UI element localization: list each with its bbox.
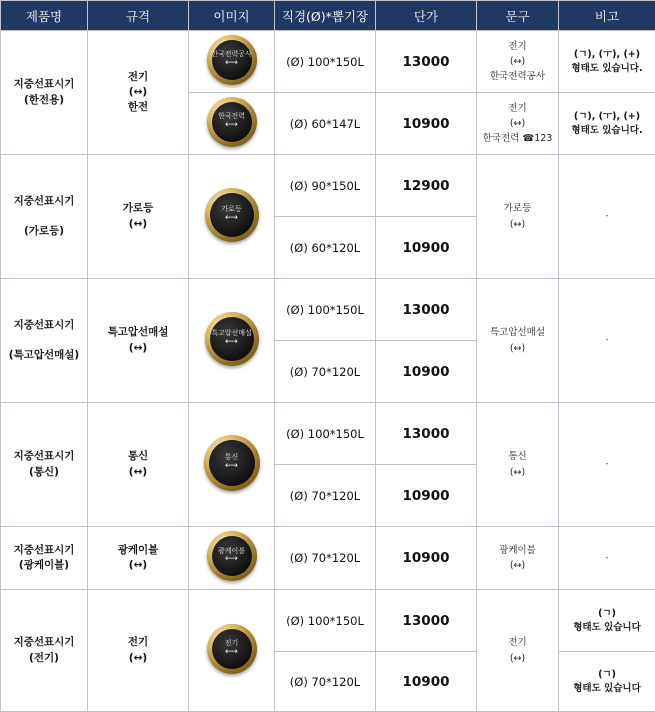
header-note: 비고 [559, 1, 655, 31]
marker-image [205, 188, 259, 242]
marker-text: 전기 [225, 640, 239, 648]
arrow-icon: ⟷ [225, 462, 238, 471]
price-cell: 10900 [376, 465, 477, 527]
phrase-cell: 전기 (↔) 한국전력공사 [477, 31, 559, 93]
dimension-cell: (Ø) 100*150L [275, 403, 376, 465]
arrow-icon: ⟷ [225, 338, 238, 347]
product-name-cell: 지중선표시기 (통신) [1, 403, 88, 527]
price-cell: 10900 [376, 527, 477, 590]
price-cell: 10900 [376, 341, 477, 403]
dimension-cell: (Ø) 70*120L [275, 527, 376, 590]
header-phrase: 문구 [477, 1, 559, 31]
price-cell: 12900 [376, 155, 477, 217]
dimension-cell: (Ø) 100*150L [275, 31, 376, 93]
table-row [1, 403, 655, 465]
product-name-cell: 지중선표시기 (가로등) [1, 155, 88, 279]
header-row [1, 1, 655, 31]
marker-text: 광케이블 [218, 548, 245, 556]
note-cell: (ㄱ) 형태도 있습니다 [559, 590, 655, 652]
arrow-icon: ⟷ [225, 59, 238, 68]
marker-image [207, 97, 257, 147]
price-cell: 10900 [376, 217, 477, 279]
header-image: 이미지 [189, 1, 275, 31]
table-row [1, 155, 655, 217]
dimension-cell: (Ø) 100*150L [275, 590, 376, 652]
dimension-cell: (Ø) 100*150L [275, 279, 376, 341]
spec-cell: 특고압선매설 (↔) [88, 279, 189, 403]
arrow-icon: ⟷ [225, 121, 238, 130]
marker-text: 한국전력공사 [211, 51, 252, 59]
dimension-cell: (Ø) 60*147L [275, 93, 376, 155]
product-image-cell [189, 279, 275, 403]
arrow-icon: ⟷ [225, 214, 238, 223]
phrase-cell: 특고압선매설 (↔) [477, 279, 559, 403]
dimension-cell: (Ø) 70*120L [275, 341, 376, 403]
header-spec: 규격 [88, 1, 189, 31]
marker-image [204, 435, 260, 491]
spec-cell: 전기 (↔) [88, 590, 189, 712]
spec-cell: 광케이블 (↔) [88, 527, 189, 590]
header-price: 단가 [376, 1, 477, 31]
header-product-name: 제품명 [1, 1, 88, 31]
product-image-cell [189, 590, 275, 712]
product-name-cell: 지중선표시기 (전기) [1, 590, 88, 712]
note-cell: (ㄱ), (ㅜ), (+) 형태도 있습니다. [559, 93, 655, 155]
price-cell: 13000 [376, 403, 477, 465]
phrase-cell: 광케이블 (↔) [477, 527, 559, 590]
price-cell: 13000 [376, 31, 477, 93]
marker-image [207, 35, 257, 85]
spec-cell: 전기 (↔) 한전 [88, 31, 189, 155]
price-cell: 13000 [376, 279, 477, 341]
table-row [1, 279, 655, 341]
marker-text: 한국전력 [218, 113, 245, 121]
note-cell: (ㄱ), (ㅜ), (+) 형태도 있습니다. [559, 31, 655, 93]
product-image-cell [189, 31, 275, 93]
marker-text: 특고압선매설 [211, 330, 252, 338]
dimension-cell: (Ø) 60*120L [275, 217, 376, 279]
dimension-cell: (Ø) 70*120L [275, 465, 376, 527]
product-image-cell [189, 527, 275, 590]
phrase-cell: 전기 (↔) [477, 590, 559, 712]
dimension-cell: (Ø) 70*120L [275, 652, 376, 712]
marker-image [207, 531, 257, 581]
note-cell: - [559, 279, 655, 403]
table-row [1, 590, 655, 652]
product-image-cell [189, 93, 275, 155]
note-cell: (ㄱ) 형태도 있습니다 [559, 652, 655, 712]
arrow-icon: ⟷ [225, 555, 238, 564]
price-cell: 10900 [376, 93, 477, 155]
marker-text: 통신 [225, 454, 239, 462]
note-cell: - [559, 527, 655, 590]
product-name-cell: 지중선표시기 (특고압선매설) [1, 279, 88, 403]
phrase-cell: 가로등 (↔) [477, 155, 559, 279]
spec-cell: 가로등 (↔) [88, 155, 189, 279]
product-name-cell: 지중선표시기 (한전용) [1, 31, 88, 155]
dimension-cell: (Ø) 90*150L [275, 155, 376, 217]
table-row [1, 31, 655, 93]
price-cell: 13000 [376, 590, 477, 652]
note-cell: - [559, 155, 655, 279]
product-image-cell [189, 403, 275, 527]
marker-image [205, 312, 259, 366]
header-dimension: 직경(Ø)*뽑기장 [275, 1, 376, 31]
table-row [1, 527, 655, 590]
phrase-cell: 통신 (↔) [477, 403, 559, 527]
marker-text: 가로등 [221, 206, 241, 214]
phrase-cell: 전기 (↔) 한국전력 ☎123 [477, 93, 559, 155]
arrow-icon: ⟷ [225, 648, 238, 657]
price-cell: 10900 [376, 652, 477, 712]
product-name-cell: 지중선표시기 (광케이블) [1, 527, 88, 590]
marker-image [207, 624, 257, 674]
spec-cell: 통신 (↔) [88, 403, 189, 527]
product-image-cell [189, 155, 275, 279]
note-cell: - [559, 403, 655, 527]
